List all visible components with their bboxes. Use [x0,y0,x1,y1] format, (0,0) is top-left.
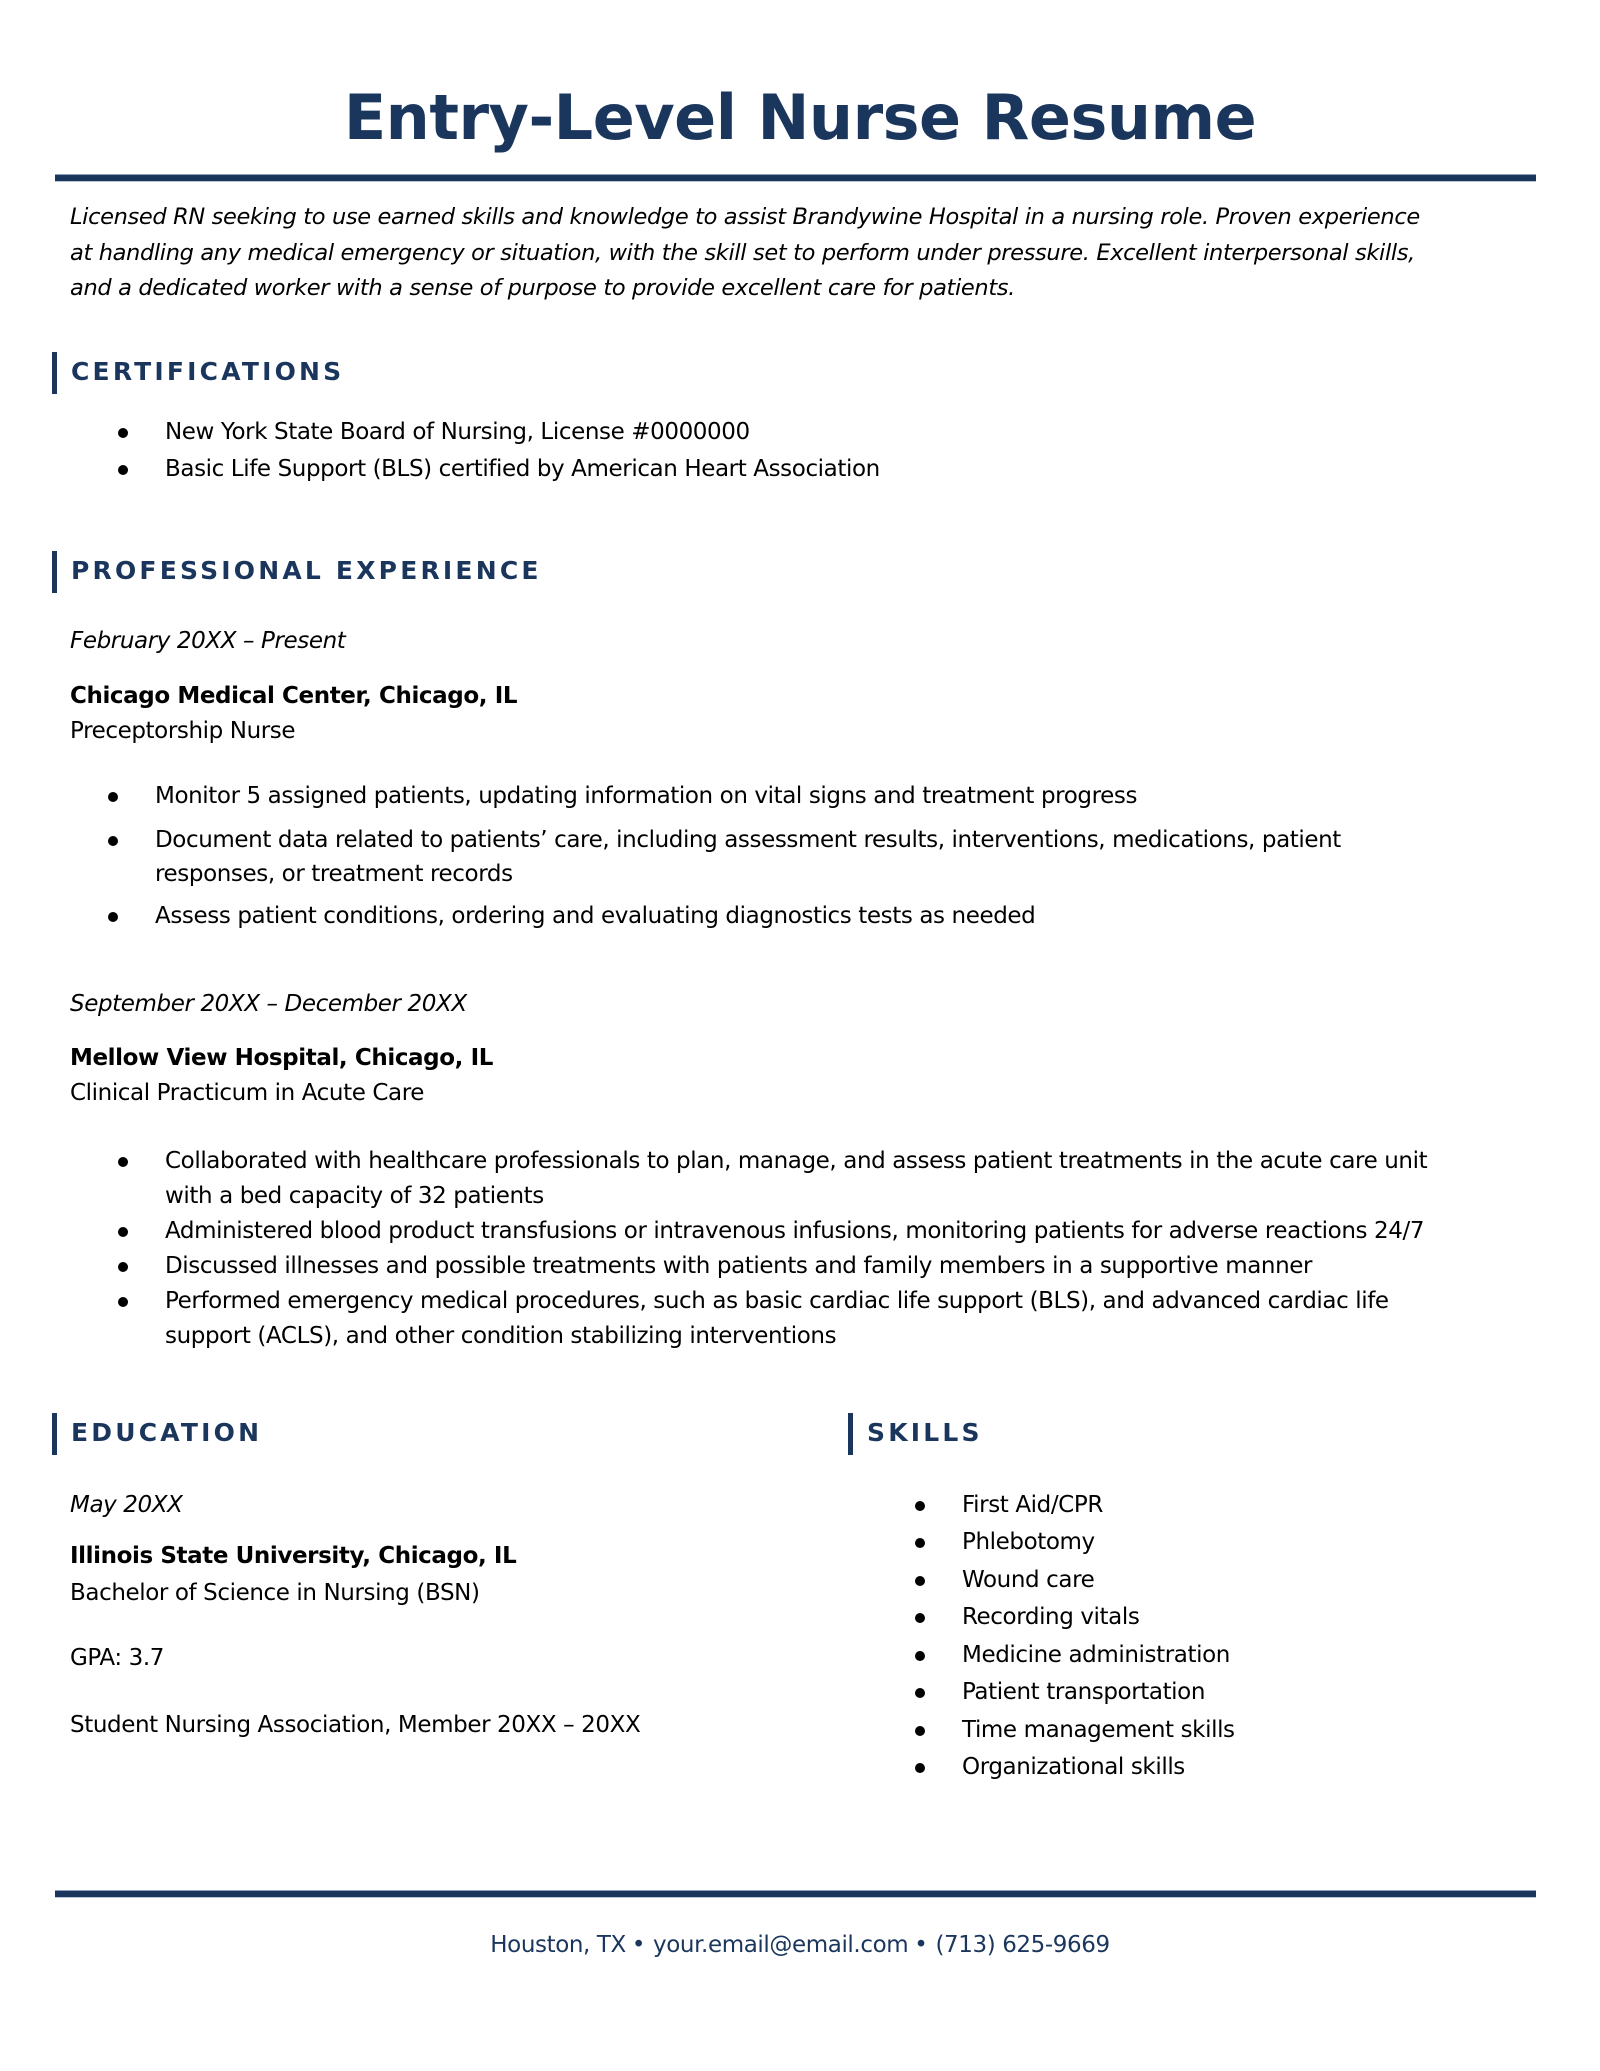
education-activity: Student Nursing Association, Member 20XX – 20XX [70,1712,641,1738]
job-dates: February 20XX – Present [70,628,346,654]
section-accent-bar [52,352,57,394]
bullet-icon [118,428,128,438]
bullet-icon [118,1262,128,1272]
section-heading-skills: SKILLS [867,1418,983,1447]
certification-item: Basic Life Support (BLS) certified by American Heart Association [165,456,880,482]
skill-item: Phlebotomy [962,1529,1095,1555]
job-role: Preceptorship Nurse [70,718,296,744]
job-bullet-continued: with a bed capacity of 32 patients [165,1183,544,1209]
job-bullet: Document data related to patients’ care, including assessment results, interventions, medications, patient [155,827,1341,853]
bullet-icon [915,1613,925,1623]
bullet-icon [118,1157,128,1167]
skill-item: First Aid/CPR [962,1492,1103,1518]
resume-title: Entry-Level Nurse Resume [343,81,1257,154]
summary-line: at handling any medical emergency or situation, with the skill set to perform under pressure. Excellent interpersonal skills, [70,239,1415,266]
bullet-icon [915,1538,925,1548]
job-bullet-continued: support (ACLS), and other condition stabilizing interventions [165,1323,837,1349]
contact-email-link[interactable]: your.email@email.com [653,1932,909,1958]
bullet-icon [118,1227,128,1237]
skill-item: Time management skills [962,1717,1235,1743]
job-bullet: Performed emergency medical procedures, such as basic cardiac life support (BLS), and advanced cardiac life [165,1288,1389,1314]
skill-item: Medicine administration [962,1642,1230,1668]
job-bullet: Administered blood product transfusions or intravenous infusions, monitoring patients for adverse reactions 24/7 [165,1218,1425,1244]
bullet-icon [108,836,118,846]
bullet-icon [118,1297,128,1307]
bullet-icon [108,912,118,922]
job-employer: Mellow View Hospital, Chicago, IL [70,1045,493,1071]
bullet-icon [108,792,118,802]
skill-item: Patient transportation [962,1679,1206,1705]
skill-item: Organizational skills [962,1754,1185,1780]
skill-item: Recording vitals [962,1604,1140,1630]
job-role: Clinical Practicum in Acute Care [70,1080,425,1106]
contact-footer [0,1930,1600,1960]
certification-item: New York State Board of Nursing, License #0000000 [165,419,750,445]
education-school: Illinois State University, Chicago, IL [70,1543,517,1569]
job-bullet: Discussed illnesses and possible treatments with patients and family members in a supportive manner [165,1253,1313,1279]
separator-dot: • [914,1932,928,1958]
bullet-icon [915,1501,925,1511]
bullet-icon [915,1763,925,1773]
contact-location: Houston, TX [490,1932,626,1958]
section-accent-bar [848,1413,853,1455]
job-bullet: Monitor 5 assigned patients, updating information on vital signs and treatment progress [155,783,1138,809]
bullet-icon [915,1726,925,1736]
header-divider [55,175,1536,181]
education-gpa: GPA: 3.7 [70,1645,164,1671]
job-dates: September 20XX – December 20XX [70,991,467,1017]
bullet-icon [915,1651,925,1661]
bullet-icon [915,1576,925,1586]
section-heading-education: EDUCATION [71,1418,263,1447]
section-accent-bar [52,551,57,593]
job-employer: Chicago Medical Center, Chicago, IL [70,683,518,709]
skill-item: Wound care [962,1567,1095,1593]
education-date: May 20XX [70,1492,183,1518]
separator-dot: • [631,1932,646,1958]
bullet-icon [118,465,128,475]
summary-line: and a dedicated worker with a sense of purpose to provide excellent care for patients. [70,275,1015,301]
section-heading-certifications: CERTIFICATIONS [71,357,345,386]
education-degree: Bachelor of Science in Nursing (BSN) [70,1580,480,1606]
job-bullet-continued: responses, or treatment records [155,861,513,887]
job-bullet: Assess patient conditions, ordering and evaluating diagnostics tests as needed [155,903,1036,929]
footer-divider [55,1891,1536,1897]
job-bullet: Collaborated with healthcare professionals to plan, manage, and assess patient treatments in the acute care unit [165,1148,1428,1174]
section-accent-bar [52,1413,57,1455]
section-heading-experience: PROFESSIONAL EXPERIENCE [71,556,542,585]
professional-summary [70,200,1510,307]
bullet-icon [915,1688,925,1698]
contact-phone: (713) 625-9669 [935,1932,1110,1958]
summary-line: Licensed RN seeking to use earned skills and knowledge to assist Brandywine Hospital in a nursing role. Proven experience [70,204,1420,230]
